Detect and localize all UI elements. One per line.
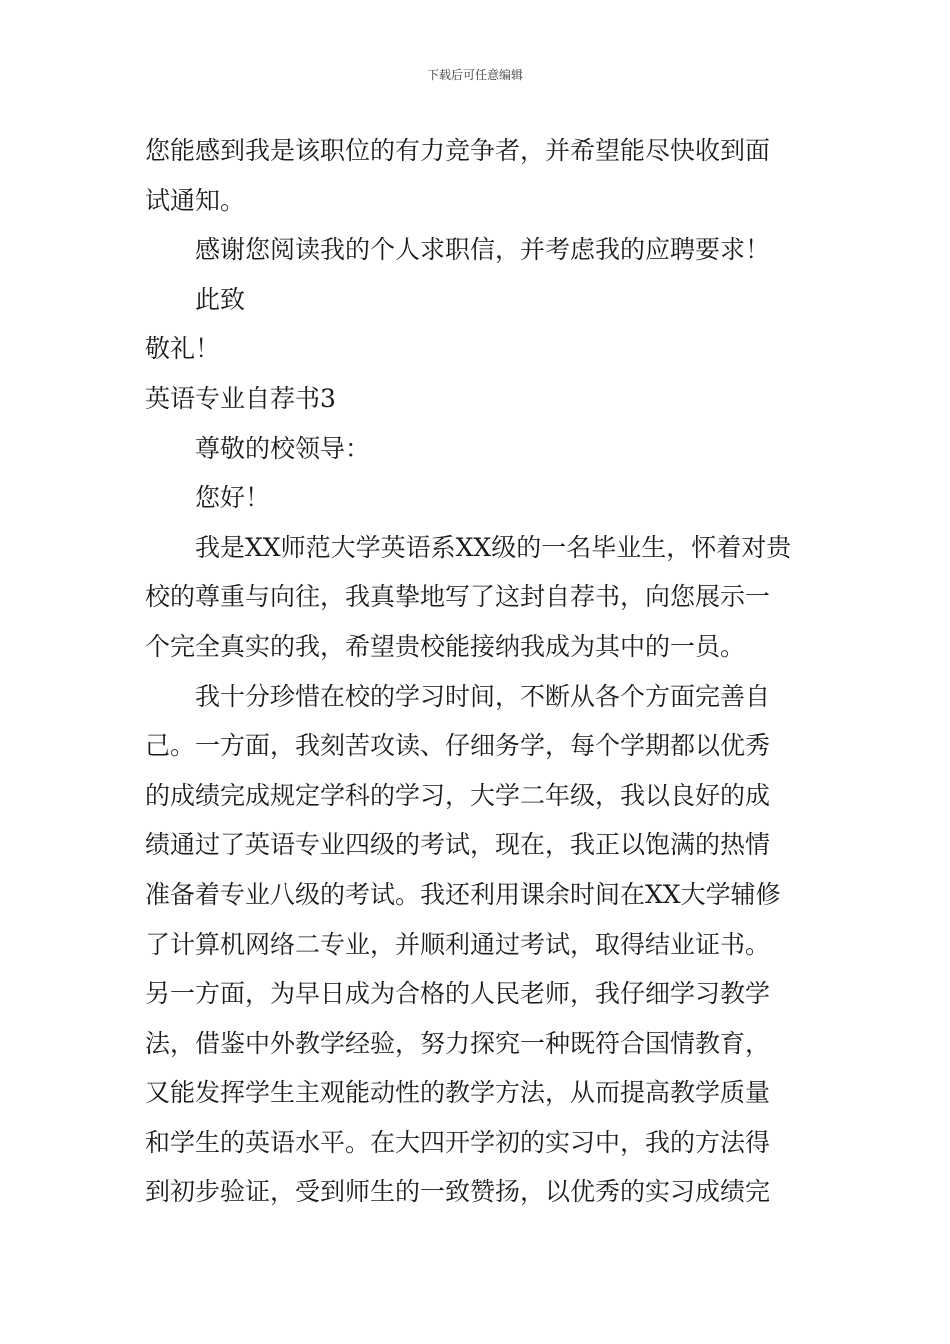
document-body	[145, 126, 810, 1217]
text-line: 的成绩完成规定学科的学习，大学二年级，我以良好的成	[145, 780, 771, 810]
text-line: 己。一方面，我刻苦攻读、仔细务学，每个学期都以优秀	[145, 731, 771, 761]
closing-regards: 敬礼！	[145, 334, 221, 364]
text-line: 我是XX师范大学英语系XX级的一名毕业生，怀着对贵	[195, 532, 792, 562]
text-line: 和学生的英语水平。在大四开学初的实习中，我的方法得	[145, 1127, 771, 1157]
letter-salutation: 尊敬的校领导：	[195, 433, 371, 463]
text-line: 试通知。	[145, 185, 246, 215]
text-line: 法，借鉴中外教学经验，努力探究一种既符合国情教育，	[145, 1028, 771, 1058]
text-line: 您能感到我是该职位的有力竞争者，并希望能尽快收到面	[145, 136, 771, 165]
text-line: 准备着专业八级的考试。我还利用课余时间在XX大学辅修	[145, 879, 781, 909]
text-line: 了计算机网络二专业，并顺利通过考试，取得结业证书。	[145, 929, 771, 959]
text-line: 又能发挥学生主观能动性的教学方法，从而提高教学质量	[145, 1078, 771, 1108]
page-header: 下载后可任意编辑	[426, 68, 523, 82]
text-line: 我十分珍惜在校的学习时间，不断从各个方面完善自	[195, 681, 771, 711]
closing-salutation: 此致	[195, 284, 246, 314]
text-line: 感谢您阅读我的个人求职信，并考虑我的应聘要求！	[195, 235, 771, 265]
text-line: 个完全真实的我，希望贵校能接纳我成为其中的一员。	[145, 631, 746, 661]
text-line: 到初步验证，受到师生的一致赞扬，以优秀的实习成绩完	[145, 1177, 771, 1207]
section-title: 英语专业自荐书3	[145, 383, 336, 413]
text-line: 另一方面，为早日成为合格的人民老师，我仔细学习教学	[145, 979, 771, 1009]
text-line: 绩通过了英语专业四级的考试，现在，我正以饱满的热情	[145, 830, 771, 860]
text-line: 校的尊重与向往，我真挚地写了这封自荐书，向您展示一	[145, 582, 771, 612]
greeting: 您好！	[195, 483, 271, 513]
